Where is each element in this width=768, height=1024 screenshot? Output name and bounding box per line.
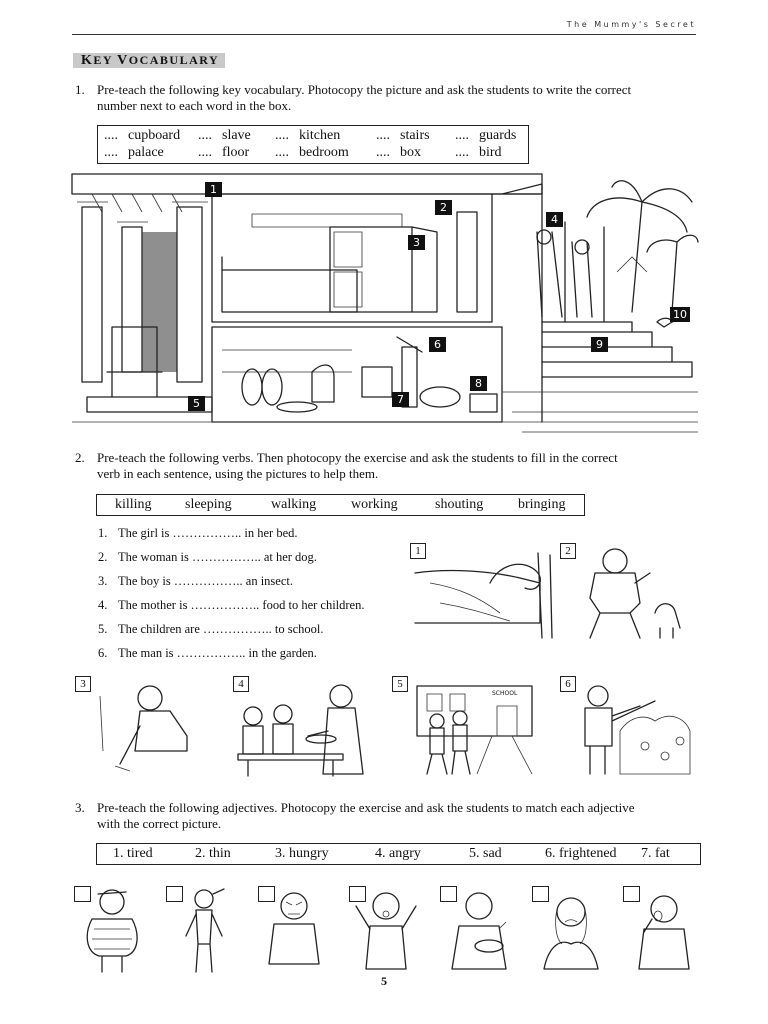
sentence-number: 4. <box>98 598 108 612</box>
item1-instructions <box>75 82 707 114</box>
picture-number: 1 <box>410 543 426 559</box>
palace-drawing <box>72 172 698 440</box>
vocab-blank: .... <box>376 128 390 143</box>
sentence-text: The children are …………….. to school. <box>118 622 324 636</box>
sentence <box>98 550 317 565</box>
vocab-word: kitchen <box>299 128 341 143</box>
sentence-number: 1. <box>98 526 108 540</box>
adjective: 1. tired <box>113 846 153 861</box>
sentence-text: The woman is …………….. at her dog. <box>118 550 317 564</box>
picture-label: 9 <box>591 337 608 352</box>
picture-label: 6 <box>429 337 446 352</box>
item2-text-line1: Pre-teach the following verbs. Then photocopy the exercise and ask the students to fill in the correct <box>97 450 618 465</box>
picture-number: 6 <box>560 676 576 692</box>
vocab-blank: .... <box>275 128 289 143</box>
sentence-text: The boy is …………….. an insect. <box>118 574 293 588</box>
item2-instructions <box>75 450 707 482</box>
verb: killing <box>115 497 152 512</box>
vocab-word: bedroom <box>299 145 349 160</box>
picture-label: 8 <box>470 376 487 391</box>
adjective: 3. hungry <box>275 846 329 861</box>
picture-label: 4 <box>546 212 563 227</box>
sentence <box>98 598 364 613</box>
verb-box <box>96 494 585 516</box>
item1-text-line2: number next to each word in the box. <box>97 98 292 113</box>
adjective-figures-drawing <box>74 884 704 974</box>
picture-number: 5 <box>392 676 408 692</box>
sentence-number: 2. <box>98 550 108 564</box>
vocab-blank: .... <box>376 145 390 160</box>
girl-sleeping-drawing <box>410 543 555 638</box>
adjective: 5. sad <box>469 846 502 861</box>
vocab-word: stairs <box>400 128 430 143</box>
vocab-blank: .... <box>455 145 469 160</box>
vocab-blank: .... <box>275 145 289 160</box>
adjective: 7. fat <box>641 846 670 861</box>
picture-label: 10 <box>670 307 690 322</box>
section-title-initial-1: K <box>81 53 94 68</box>
sentence <box>98 622 324 637</box>
vocab-blank: .... <box>104 128 118 143</box>
header-rule <box>72 34 696 35</box>
vocab-blank: .... <box>198 145 212 160</box>
running-head: The Mummy's Secret <box>566 20 696 29</box>
man-working-in-garden-drawing <box>560 676 695 776</box>
vocab-word: bird <box>479 145 502 160</box>
vocab-blank: .... <box>104 145 118 160</box>
vocab-word: floor <box>222 145 250 160</box>
sentence <box>98 526 298 541</box>
vocab-word: cupboard <box>128 128 181 143</box>
mother-bringing-food-drawing <box>233 676 368 776</box>
item3-instructions <box>75 800 707 832</box>
item2-text-line2: verb in each sentence, using the pictures to help them. <box>97 466 379 481</box>
sentence-text: The mother is …………….. food to her children. <box>118 598 365 612</box>
picture-number: 2 <box>560 543 576 559</box>
item1-number: 1. <box>75 82 85 97</box>
vocab-word: guards <box>479 128 517 143</box>
adjective: 6. frightened <box>545 846 617 861</box>
picture-label: 5 <box>188 396 205 411</box>
verb: working <box>351 497 398 512</box>
palace-illustration <box>72 172 698 440</box>
verb: sleeping <box>185 497 232 512</box>
sentence-text: The girl is …………….. in her bed. <box>118 526 298 540</box>
picture-label: 1 <box>205 182 222 197</box>
sentence <box>98 646 317 661</box>
picture-walking <box>392 676 537 776</box>
item1-text-line1: Pre-teach the following key vocabulary. Photocopy the picture and ask the students to write the correct <box>97 82 632 97</box>
picture-working <box>560 676 695 776</box>
sentence-number: 3. <box>98 574 108 588</box>
section-title <box>73 53 225 68</box>
section-title-part-2: OCABULARY <box>128 53 220 67</box>
sentence-number: 5. <box>98 622 108 636</box>
vocab-blank: .... <box>455 128 469 143</box>
verb: bringing <box>518 497 566 512</box>
verb: walking <box>271 497 317 512</box>
picture-label: 7 <box>392 392 409 407</box>
picture-killing <box>75 676 195 776</box>
school-sign: SCHOOL <box>492 690 518 697</box>
vocab-box <box>97 125 529 164</box>
vocab-word: slave <box>222 128 251 143</box>
item3-text-line1: Pre-teach the following adjectives. Photocopy the exercise and ask the students to match each adjective <box>97 800 635 815</box>
boy-killing-insect-drawing <box>75 676 195 776</box>
item2-number: 2. <box>75 450 85 465</box>
section-title-part-1: EY <box>93 53 118 67</box>
picture-label: 2 <box>435 200 452 215</box>
item3-number: 3. <box>75 800 85 815</box>
vocab-word: palace <box>128 145 164 160</box>
picture-label: 3 <box>408 235 425 250</box>
picture-sleeping <box>410 543 555 638</box>
sentence-number: 6. <box>98 646 108 660</box>
item3-text-line2: with the correct picture. <box>97 816 222 831</box>
woman-shouting-drawing <box>560 543 690 638</box>
adjective: 2. thin <box>195 846 231 861</box>
sentence-text: The man is …………….. in the garden. <box>118 646 317 660</box>
picture-number: 4 <box>233 676 249 692</box>
adjective-pictures <box>74 884 704 974</box>
adjective-box <box>96 843 701 865</box>
verb: shouting <box>435 497 484 512</box>
picture-shouting <box>560 543 690 638</box>
picture-bringing <box>233 676 368 776</box>
picture-number: 3 <box>75 676 91 692</box>
adjective: 4. angry <box>375 846 421 861</box>
page-number: 5 <box>381 974 387 988</box>
sentence <box>98 574 293 589</box>
vocab-blank: .... <box>198 128 212 143</box>
vocab-word: box <box>400 145 421 160</box>
section-title-initial-2: V <box>117 53 129 68</box>
